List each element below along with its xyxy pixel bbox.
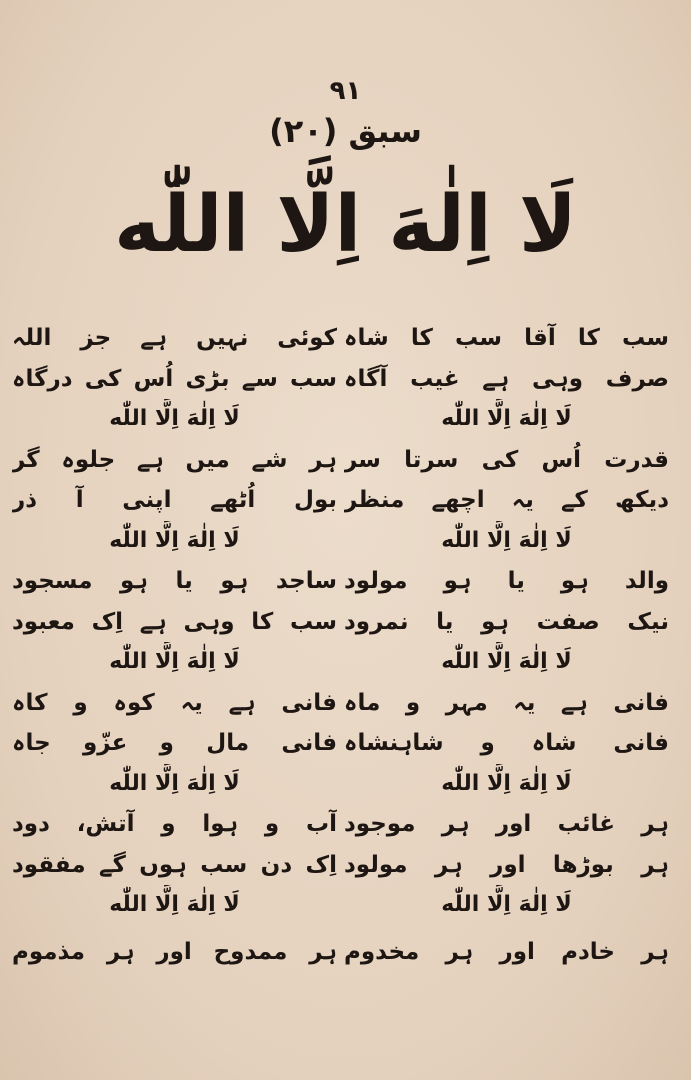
refrain-line: لَا اِلٰهَ اِلَّا اللّٰه bbox=[109, 406, 240, 431]
verse-line: والد ہو یا ہو مولود bbox=[344, 568, 669, 594]
verse-line: سب کا وہی ہے اِک معبود bbox=[12, 608, 337, 635]
refrain-line: لَا اِلٰهَ اِلَّا اللّٰه bbox=[441, 770, 572, 796]
poem-title: لَا اِلٰهَ اِلَّا اللّٰه bbox=[114, 180, 577, 270]
verse bbox=[344, 440, 669, 562]
refrain-line: لَا اِلٰهَ اِلَّا اللّٰه bbox=[109, 892, 240, 917]
verse-line: ساجد ہو یا ہو مسجود bbox=[12, 568, 337, 594]
left-column bbox=[12, 318, 337, 972]
refrain-line: لَا اِلٰهَ اِلَّا اللّٰه bbox=[109, 527, 240, 553]
refrain-line: لَا اِلٰهَ اِلَّا اللّٰه bbox=[441, 406, 572, 431]
verse-line: نیک صفت ہو یا نمرود bbox=[344, 608, 669, 635]
verse bbox=[12, 804, 337, 926]
final-line: ہر خادم اور ہر مخدوم bbox=[344, 938, 669, 965]
verse-line: ہر شے میں ہے جلوہ گر bbox=[12, 446, 337, 473]
verse bbox=[12, 440, 337, 562]
verse bbox=[344, 318, 669, 440]
verse-line: کوئی نہیں ہے جز اللہ bbox=[12, 325, 337, 351]
verse-line: سب سے بڑی اُس کی درگاہ bbox=[12, 365, 337, 392]
verse-line: اِک دن سب ہوں گے مفقود bbox=[12, 851, 337, 878]
verse-line: فانی مال و عزّو جاہ bbox=[12, 730, 337, 756]
verse-line: سب کا آقا سب کا شاہ bbox=[344, 325, 669, 351]
verse-line: فانی ہے یہ کوہ و کاہ bbox=[12, 689, 337, 716]
refrain-line: لَا اِلٰهَ اِلَّا اللّٰه bbox=[109, 649, 240, 674]
verse-line: قدرت اُس کی سرتا سر bbox=[344, 446, 669, 473]
verse-line: صرف وہی ہے غیب آگاہ bbox=[344, 365, 669, 392]
verse-line: ہر بوڑھا اور ہر مولود bbox=[344, 851, 669, 878]
verse-line: دیکھ کے یہ اچھے منظر bbox=[344, 487, 669, 513]
right-column bbox=[344, 318, 669, 972]
final-line: ہر ممدوح اور ہر مذموم bbox=[12, 938, 337, 965]
verse bbox=[12, 561, 337, 683]
refrain-line: لَا اِلٰهَ اِلَّا اللّٰه bbox=[109, 770, 240, 796]
verse-line: فانی ہے یہ مہر و ماہ bbox=[344, 689, 669, 716]
verse bbox=[344, 561, 669, 683]
verse bbox=[344, 804, 669, 926]
verse bbox=[12, 683, 337, 805]
page-number: ۹۱ bbox=[329, 76, 362, 106]
verse bbox=[12, 318, 337, 440]
lesson-heading: سبق (۲۰) bbox=[269, 112, 422, 150]
verse-line: بول اُٹھے اپنی آ ذر bbox=[12, 487, 337, 513]
verse-line: آب و ہوا و آتش، دود bbox=[12, 811, 337, 837]
verse-line: ہر غائب اور ہر موجود bbox=[344, 811, 669, 837]
verse bbox=[344, 683, 669, 805]
verse-line: فانی شاہ و شاہنشاہ bbox=[344, 730, 669, 756]
refrain-line: لَا اِلٰهَ اِلَّا اللّٰه bbox=[441, 649, 572, 674]
refrain-line: لَا اِلٰهَ اِلَّا اللّٰه bbox=[441, 527, 572, 553]
refrain-line: لَا اِلٰهَ اِلَّا اللّٰه bbox=[441, 892, 572, 917]
